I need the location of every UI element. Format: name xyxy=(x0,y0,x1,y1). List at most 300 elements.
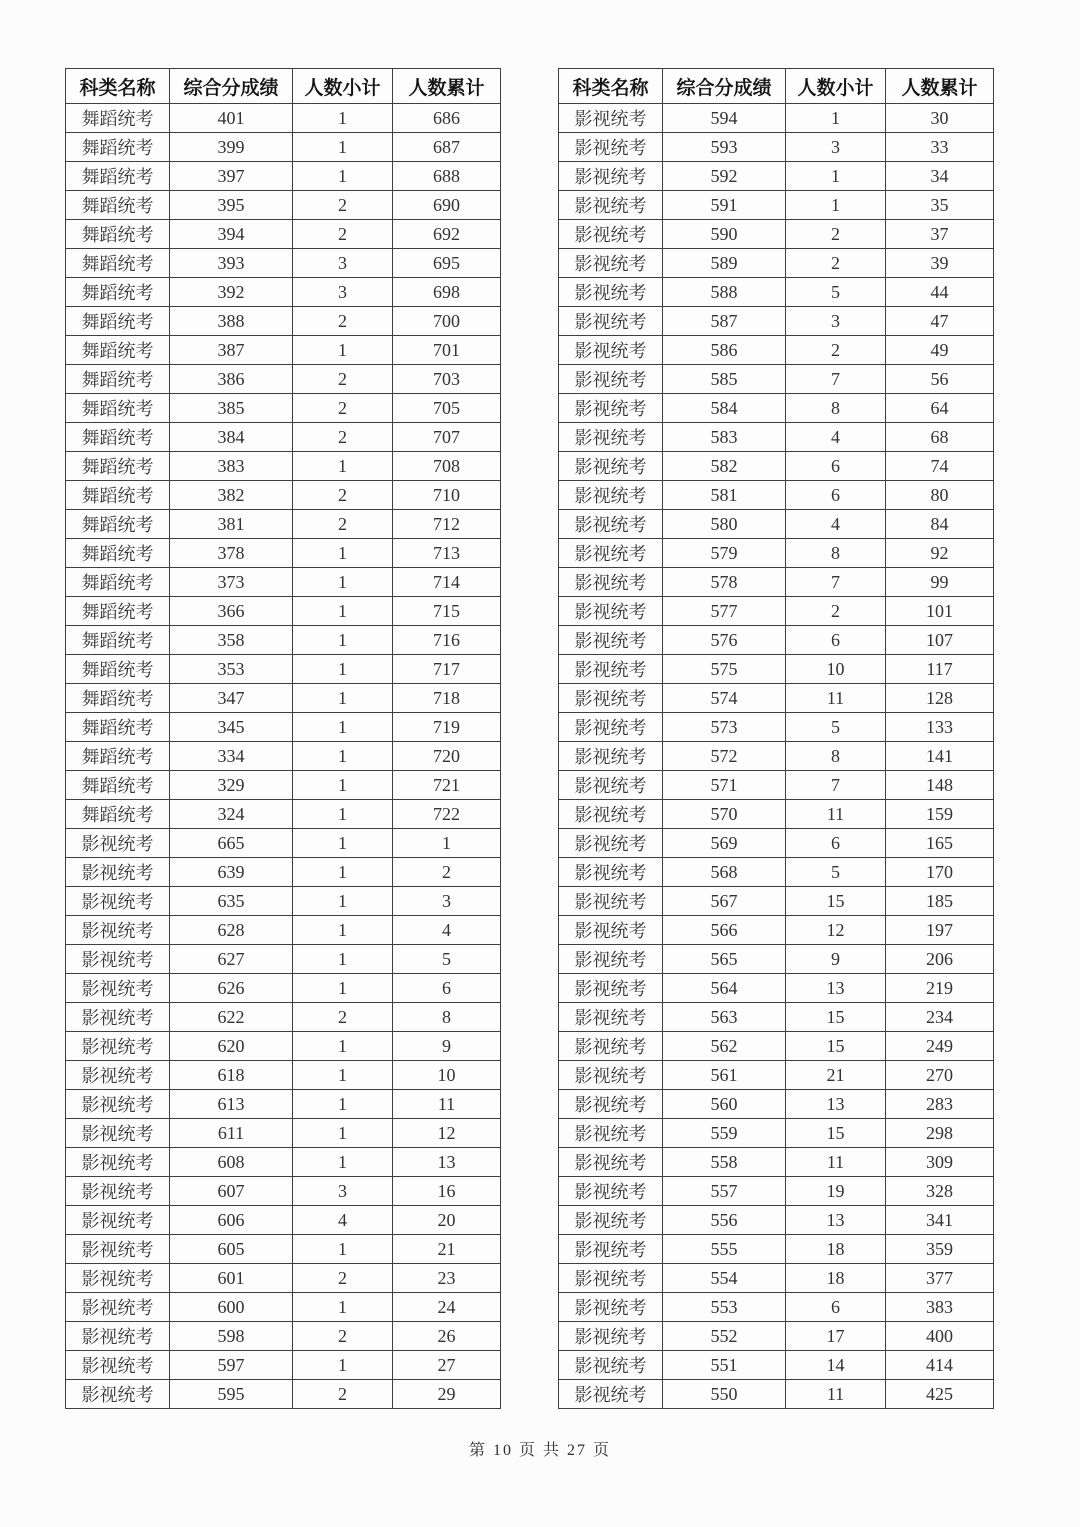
table-cell: 影视统考 xyxy=(559,104,663,133)
table-row xyxy=(559,1322,994,1351)
table-cell: 561 xyxy=(663,1061,786,1090)
table-cell: 721 xyxy=(393,771,501,800)
table-cell: 3 xyxy=(393,887,501,916)
table-row xyxy=(559,771,994,800)
table-cell: 1 xyxy=(293,713,393,742)
table-cell: 622 xyxy=(170,1003,293,1032)
table-cell: 392 xyxy=(170,278,293,307)
table-cell: 舞蹈统考 xyxy=(66,626,170,655)
table-row xyxy=(66,742,501,771)
table-cell: 720 xyxy=(393,742,501,771)
table-cell: 1 xyxy=(293,858,393,887)
table-cell: 554 xyxy=(663,1264,786,1293)
table-cell: 597 xyxy=(170,1351,293,1380)
table-cell: 589 xyxy=(663,249,786,278)
table-cell: 影视统考 xyxy=(559,162,663,191)
table-cell: 影视统考 xyxy=(66,887,170,916)
table-cell: 618 xyxy=(170,1061,293,1090)
table-cell: 185 xyxy=(886,887,994,916)
table-cell: 影视统考 xyxy=(559,1235,663,1264)
table-row xyxy=(559,278,994,307)
table-cell: 影视统考 xyxy=(559,249,663,278)
table-cell: 1 xyxy=(293,133,393,162)
table-cell: 68 xyxy=(886,423,994,452)
table-cell: 388 xyxy=(170,307,293,336)
table-cell: 562 xyxy=(663,1032,786,1061)
table-cell: 21 xyxy=(393,1235,501,1264)
table-row xyxy=(66,220,501,249)
table-cell: 84 xyxy=(886,510,994,539)
table-cell: 639 xyxy=(170,858,293,887)
table-cell: 影视统考 xyxy=(559,626,663,655)
table-cell: 影视统考 xyxy=(66,945,170,974)
table-row xyxy=(559,655,994,684)
table-cell: 393 xyxy=(170,249,293,278)
table-cell: 584 xyxy=(663,394,786,423)
table-cell: 11 xyxy=(786,1380,886,1409)
table-row xyxy=(559,452,994,481)
table-cell: 9 xyxy=(393,1032,501,1061)
table-cell: 1 xyxy=(786,162,886,191)
table-cell: 影视统考 xyxy=(559,887,663,916)
table-cell: 552 xyxy=(663,1322,786,1351)
table-cell: 92 xyxy=(886,539,994,568)
table-row xyxy=(559,510,994,539)
table-row xyxy=(66,655,501,684)
table-cell: 1 xyxy=(293,916,393,945)
table-cell: 551 xyxy=(663,1351,786,1380)
table-cell: 舞蹈统考 xyxy=(66,742,170,771)
table-cell: 影视统考 xyxy=(66,1061,170,1090)
header-row xyxy=(559,69,994,104)
table-cell: 1 xyxy=(293,1090,393,1119)
table-row xyxy=(66,1206,501,1235)
table-row xyxy=(559,1003,994,1032)
table-row xyxy=(559,249,994,278)
table-cell: 366 xyxy=(170,597,293,626)
table-cell: 394 xyxy=(170,220,293,249)
table-cell: 581 xyxy=(663,481,786,510)
table-cell: 12 xyxy=(393,1119,501,1148)
table-cell: 15 xyxy=(786,1119,886,1148)
table-cell: 620 xyxy=(170,1032,293,1061)
table-cell: 560 xyxy=(663,1090,786,1119)
table-cell: 5 xyxy=(786,858,886,887)
table-cell: 1 xyxy=(293,742,393,771)
table-cell: 700 xyxy=(393,307,501,336)
table-cell: 710 xyxy=(393,481,501,510)
table-cell: 1 xyxy=(293,1351,393,1380)
table-cell: 影视统考 xyxy=(66,1177,170,1206)
table-cell: 583 xyxy=(663,423,786,452)
page-number-text: 第 10 页 共 27 页 xyxy=(468,1442,611,1459)
table-cell: 26 xyxy=(393,1322,501,1351)
table-cell: 舞蹈统考 xyxy=(66,481,170,510)
table-row xyxy=(66,452,501,481)
table-cell: 590 xyxy=(663,220,786,249)
table-cell: 80 xyxy=(886,481,994,510)
table-cell: 4 xyxy=(786,510,886,539)
table-cell: 影视统考 xyxy=(66,829,170,858)
table-cell: 56 xyxy=(886,365,994,394)
table-row xyxy=(559,365,994,394)
table-cell: 1 xyxy=(293,1235,393,1264)
table-cell: 716 xyxy=(393,626,501,655)
column-header: 人数小计 xyxy=(293,69,393,104)
table-cell: 588 xyxy=(663,278,786,307)
table-cell: 383 xyxy=(170,452,293,481)
table-row xyxy=(559,916,994,945)
table-cell: 141 xyxy=(886,742,994,771)
table-cell: 30 xyxy=(886,104,994,133)
table-cell: 8 xyxy=(786,394,886,423)
table-cell: 23 xyxy=(393,1264,501,1293)
page-footer xyxy=(0,1437,1080,1460)
table-cell: 18 xyxy=(786,1264,886,1293)
table-cell: 593 xyxy=(663,133,786,162)
table-cell: 影视统考 xyxy=(66,1293,170,1322)
table-cell: 627 xyxy=(170,945,293,974)
table-cell: 601 xyxy=(170,1264,293,1293)
table-cell: 170 xyxy=(886,858,994,887)
table-row xyxy=(66,1177,501,1206)
table-cell: 影视统考 xyxy=(66,1090,170,1119)
table-cell: 688 xyxy=(393,162,501,191)
table-row xyxy=(559,1090,994,1119)
table-cell: 425 xyxy=(886,1380,994,1409)
table-cell: 舞蹈统考 xyxy=(66,452,170,481)
table-cell: 影视统考 xyxy=(559,597,663,626)
table-row xyxy=(66,916,501,945)
table-row xyxy=(66,597,501,626)
table-row xyxy=(66,1351,501,1380)
table-cell: 598 xyxy=(170,1322,293,1351)
table-cell: 影视统考 xyxy=(559,1322,663,1351)
table-cell: 舞蹈统考 xyxy=(66,510,170,539)
table-cell: 影视统考 xyxy=(66,1235,170,1264)
table-cell: 16 xyxy=(393,1177,501,1206)
table-cell: 影视统考 xyxy=(559,800,663,829)
table-cell: 8 xyxy=(786,539,886,568)
table-cell: 15 xyxy=(786,1003,886,1032)
table-cell: 1 xyxy=(293,1293,393,1322)
table-cell: 1 xyxy=(293,1148,393,1177)
table-cell: 628 xyxy=(170,916,293,945)
table-cell: 1 xyxy=(293,829,393,858)
table-cell: 582 xyxy=(663,452,786,481)
table-cell: 影视统考 xyxy=(559,423,663,452)
table-cell: 572 xyxy=(663,742,786,771)
table-cell: 2 xyxy=(293,1003,393,1032)
table-cell: 387 xyxy=(170,336,293,365)
table-row xyxy=(559,887,994,916)
table-row xyxy=(66,713,501,742)
table-cell: 影视统考 xyxy=(559,1032,663,1061)
table-row xyxy=(66,1003,501,1032)
table-cell: 1 xyxy=(786,191,886,220)
table-cell: 6 xyxy=(786,626,886,655)
table-cell: 影视统考 xyxy=(559,510,663,539)
table-cell: 舞蹈统考 xyxy=(66,655,170,684)
table-cell: 298 xyxy=(886,1119,994,1148)
table-cell: 378 xyxy=(170,539,293,568)
table-cell: 舞蹈统考 xyxy=(66,771,170,800)
table-row xyxy=(66,829,501,858)
table-row xyxy=(66,1090,501,1119)
table-row xyxy=(66,1119,501,1148)
table-cell: 377 xyxy=(886,1264,994,1293)
table-row xyxy=(559,539,994,568)
table-cell: 舞蹈统考 xyxy=(66,568,170,597)
table-cell: 影视统考 xyxy=(559,1380,663,1409)
table-cell: 575 xyxy=(663,655,786,684)
table-cell: 334 xyxy=(170,742,293,771)
table-cell: 148 xyxy=(886,771,994,800)
table-cell: 影视统考 xyxy=(559,974,663,1003)
table-cell: 117 xyxy=(886,655,994,684)
table-row xyxy=(66,481,501,510)
table-row xyxy=(559,394,994,423)
table-cell: 8 xyxy=(393,1003,501,1032)
table-cell: 64 xyxy=(886,394,994,423)
table-cell: 44 xyxy=(886,278,994,307)
table-cell: 345 xyxy=(170,713,293,742)
table-cell: 34 xyxy=(886,162,994,191)
score-table-left xyxy=(65,68,501,1409)
table-row xyxy=(559,191,994,220)
table-row xyxy=(559,1032,994,1061)
table-cell: 3 xyxy=(293,1177,393,1206)
table-row xyxy=(66,1322,501,1351)
table-cell: 358 xyxy=(170,626,293,655)
table-row xyxy=(559,1351,994,1380)
table-row xyxy=(66,365,501,394)
table-cell: 1 xyxy=(293,1061,393,1090)
table-cell: 影视统考 xyxy=(559,336,663,365)
table-cell: 165 xyxy=(886,829,994,858)
table-cell: 555 xyxy=(663,1235,786,1264)
table-cell: 1 xyxy=(293,800,393,829)
table-cell: 1 xyxy=(293,771,393,800)
table-cell: 707 xyxy=(393,423,501,452)
table-cell: 270 xyxy=(886,1061,994,1090)
table-cell: 665 xyxy=(170,829,293,858)
table-cell: 557 xyxy=(663,1177,786,1206)
column-header: 人数累计 xyxy=(886,69,994,104)
table-cell: 712 xyxy=(393,510,501,539)
table-cell: 29 xyxy=(393,1380,501,1409)
table-cell: 舞蹈统考 xyxy=(66,394,170,423)
table-cell: 3 xyxy=(293,278,393,307)
table-cell: 397 xyxy=(170,162,293,191)
table-cell: 舞蹈统考 xyxy=(66,713,170,742)
table-row xyxy=(66,307,501,336)
table-cell: 3 xyxy=(786,307,886,336)
table-row xyxy=(66,974,501,1003)
header-row xyxy=(66,69,501,104)
table-cell: 影视统考 xyxy=(559,1293,663,1322)
table-cell: 影视统考 xyxy=(559,771,663,800)
table-cell: 1 xyxy=(786,104,886,133)
table-cell: 1 xyxy=(293,539,393,568)
table-cell: 595 xyxy=(170,1380,293,1409)
table-cell: 718 xyxy=(393,684,501,713)
table-cell: 15 xyxy=(786,1032,886,1061)
table-cell: 1 xyxy=(293,162,393,191)
table-row xyxy=(66,191,501,220)
table-cell: 219 xyxy=(886,974,994,1003)
table-cell: 695 xyxy=(393,249,501,278)
table-cell: 14 xyxy=(786,1351,886,1380)
table-cell: 249 xyxy=(886,1032,994,1061)
table-cell: 107 xyxy=(886,626,994,655)
table-cell: 594 xyxy=(663,104,786,133)
table-cell: 6 xyxy=(786,481,886,510)
table-cell: 2 xyxy=(786,249,886,278)
table-cell: 128 xyxy=(886,684,994,713)
table-cell: 309 xyxy=(886,1148,994,1177)
table-cell: 影视统考 xyxy=(66,1003,170,1032)
table-cell: 587 xyxy=(663,307,786,336)
table-cell: 568 xyxy=(663,858,786,887)
table-cell: 558 xyxy=(663,1148,786,1177)
table-cell: 705 xyxy=(393,394,501,423)
table-cell: 401 xyxy=(170,104,293,133)
table-cell: 8 xyxy=(786,742,886,771)
table-row xyxy=(66,1380,501,1409)
table-cell: 舞蹈统考 xyxy=(66,539,170,568)
table-cell: 574 xyxy=(663,684,786,713)
score-table-right xyxy=(558,68,994,1409)
table-cell: 37 xyxy=(886,220,994,249)
table-row xyxy=(559,104,994,133)
table-cell: 3 xyxy=(786,133,886,162)
table-cell: 11 xyxy=(786,684,886,713)
table-cell: 1 xyxy=(293,104,393,133)
table-cell: 608 xyxy=(170,1148,293,1177)
table-cell: 74 xyxy=(886,452,994,481)
table-cell: 197 xyxy=(886,916,994,945)
table-row xyxy=(66,945,501,974)
table-cell: 591 xyxy=(663,191,786,220)
table-cell: 2 xyxy=(293,423,393,452)
table-cell: 580 xyxy=(663,510,786,539)
table-cell: 569 xyxy=(663,829,786,858)
table-cell: 影视统考 xyxy=(559,1177,663,1206)
table-cell: 1 xyxy=(293,568,393,597)
table-cell: 703 xyxy=(393,365,501,394)
table-row xyxy=(66,278,501,307)
table-cell: 2 xyxy=(293,365,393,394)
table-cell: 舞蹈统考 xyxy=(66,104,170,133)
table-cell: 701 xyxy=(393,336,501,365)
table-cell: 626 xyxy=(170,974,293,1003)
table-cell: 影视统考 xyxy=(559,1119,663,1148)
table-cell: 359 xyxy=(886,1235,994,1264)
table-cell: 18 xyxy=(786,1235,886,1264)
table-cell: 舞蹈统考 xyxy=(66,278,170,307)
table-cell: 553 xyxy=(663,1293,786,1322)
table-cell: 13 xyxy=(786,974,886,1003)
table-cell: 381 xyxy=(170,510,293,539)
table-row xyxy=(559,423,994,452)
table-cell: 舞蹈统考 xyxy=(66,220,170,249)
table-cell: 11 xyxy=(393,1090,501,1119)
table-row xyxy=(559,1119,994,1148)
table-row xyxy=(559,1264,994,1293)
table-row xyxy=(66,104,501,133)
table-cell: 2 xyxy=(293,307,393,336)
table-cell: 影视统考 xyxy=(66,1322,170,1351)
table-cell: 13 xyxy=(393,1148,501,1177)
table-cell: 影视统考 xyxy=(559,1090,663,1119)
table-cell: 715 xyxy=(393,597,501,626)
table-cell: 影视统考 xyxy=(559,1206,663,1235)
table-cell: 1 xyxy=(293,626,393,655)
column-header: 人数小计 xyxy=(786,69,886,104)
table-cell: 影视统考 xyxy=(559,655,663,684)
table-cell: 27 xyxy=(393,1351,501,1380)
table-cell: 570 xyxy=(663,800,786,829)
table-cell: 383 xyxy=(886,1293,994,1322)
table-cell: 550 xyxy=(663,1380,786,1409)
table-cell: 2 xyxy=(293,191,393,220)
table-cell: 206 xyxy=(886,945,994,974)
table-cell: 635 xyxy=(170,887,293,916)
table-row xyxy=(66,887,501,916)
table-cell: 2 xyxy=(293,1264,393,1293)
table-cell: 舞蹈统考 xyxy=(66,800,170,829)
table-cell: 17 xyxy=(786,1322,886,1351)
table-cell: 舞蹈统考 xyxy=(66,423,170,452)
table-cell: 影视统考 xyxy=(559,742,663,771)
table-cell: 2 xyxy=(293,394,393,423)
table-row xyxy=(559,1206,994,1235)
table-cell: 11 xyxy=(786,800,886,829)
table-cell: 35 xyxy=(886,191,994,220)
table-cell: 13 xyxy=(786,1090,886,1119)
table-cell: 324 xyxy=(170,800,293,829)
table-cell: 47 xyxy=(886,307,994,336)
table-cell: 1 xyxy=(293,945,393,974)
table-row xyxy=(66,423,501,452)
table-cell: 影视统考 xyxy=(66,1264,170,1293)
table-cell: 7 xyxy=(786,365,886,394)
table-cell: 717 xyxy=(393,655,501,684)
table-cell: 592 xyxy=(663,162,786,191)
table-cell: 1 xyxy=(293,887,393,916)
table-row xyxy=(559,945,994,974)
table-row xyxy=(559,800,994,829)
table-cell: 708 xyxy=(393,452,501,481)
table-cell: 2 xyxy=(293,510,393,539)
table-cell: 692 xyxy=(393,220,501,249)
table-cell: 573 xyxy=(663,713,786,742)
table-cell: 舞蹈统考 xyxy=(66,365,170,394)
table-cell: 4 xyxy=(293,1206,393,1235)
table-cell: 399 xyxy=(170,133,293,162)
table-cell: 影视统考 xyxy=(66,1206,170,1235)
table-cell: 605 xyxy=(170,1235,293,1264)
table-row xyxy=(66,1264,501,1293)
table-cell: 347 xyxy=(170,684,293,713)
table-row xyxy=(559,858,994,887)
table-cell: 舞蹈统考 xyxy=(66,162,170,191)
table-cell: 382 xyxy=(170,481,293,510)
table-cell: 99 xyxy=(886,568,994,597)
column-header: 科类名称 xyxy=(559,69,663,104)
table-cell: 600 xyxy=(170,1293,293,1322)
